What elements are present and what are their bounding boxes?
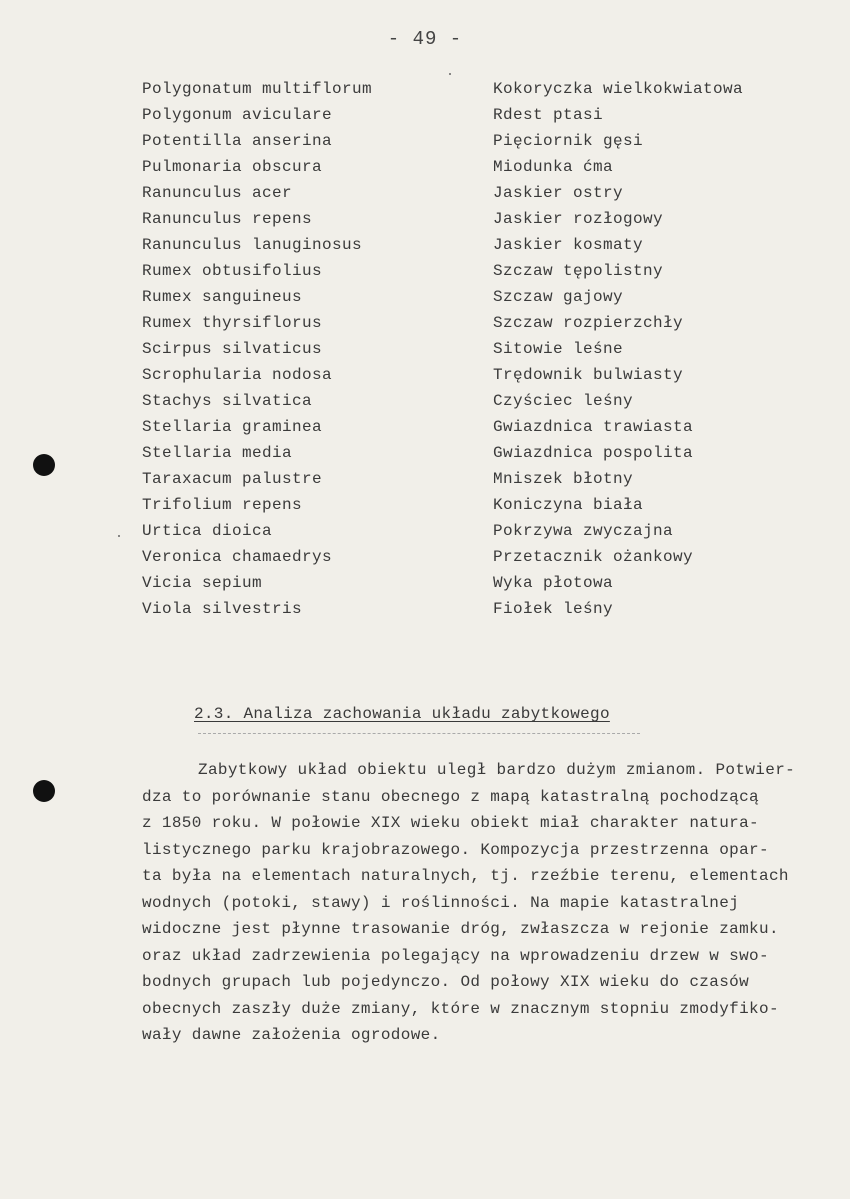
polish-name: Fiołek leśny xyxy=(493,600,614,618)
plant-row xyxy=(0,522,850,548)
polish-name: Gwiazdnica pospolita xyxy=(493,444,694,462)
plant-row xyxy=(0,80,850,106)
plant-row xyxy=(0,340,850,366)
paragraph-line: listycznego parku krajobrazowego. Kompozycja przestrzenna opar- xyxy=(142,840,769,859)
polish-name: Kokoryczka wielkokwiatowa xyxy=(493,80,744,98)
polish-name: Miodunka ćma xyxy=(493,158,614,176)
latin-name: Polygonatum multiflorum xyxy=(142,80,373,98)
latin-name: Veronica chamaedrys xyxy=(142,548,333,566)
latin-name: Rumex obtusifolius xyxy=(142,262,323,280)
paragraph-line: wały dawne założenia ogrodowe. xyxy=(142,1026,441,1044)
paragraph-line: widoczne jest płynne trasowanie dróg, zwłaszcza w rejonie zamku. xyxy=(142,920,779,938)
polish-name: Pięciornik gęsi xyxy=(493,132,644,150)
plant-row xyxy=(0,184,850,210)
plant-row xyxy=(0,106,850,132)
punch-hole-bottom xyxy=(33,780,55,802)
polish-name: Jaskier kosmaty xyxy=(493,236,644,254)
polish-name: Szczaw rozpierzchły xyxy=(493,314,684,332)
latin-name: Vicia sepium xyxy=(142,574,263,592)
latin-name: Urtica dioica xyxy=(142,522,273,540)
latin-name: Potentilla anserina xyxy=(142,132,333,150)
plant-row xyxy=(0,418,850,444)
plant-row xyxy=(0,288,850,314)
polish-name: Pokrzywa zwyczajna xyxy=(493,522,674,540)
paragraph-line: ta była na elementach naturalnych, tj. rzeźbie terenu, elementach xyxy=(142,867,789,885)
polish-name: Przetacznik ożankowy xyxy=(493,548,694,566)
latin-name: Stachys silvatica xyxy=(142,392,313,410)
heading-dashed-rule xyxy=(198,733,640,734)
paragraph-line: Zabytkowy układ obiektu uległ bardzo dużym zmianom. Potwier- xyxy=(198,761,796,779)
plant-species-list xyxy=(0,80,850,626)
plant-row xyxy=(0,236,850,262)
polish-name: Rdest ptasi xyxy=(493,106,604,124)
plant-row xyxy=(0,314,850,340)
paragraph-line: dza to porównanie stanu obecnego z mapą katastralną pochodzącą xyxy=(142,787,759,806)
polish-name: Jaskier ostry xyxy=(493,184,624,202)
latin-name: Trifolium repens xyxy=(142,496,303,514)
paragraph-line: wodnych (potoki, stawy) i roślinności. Na mapie katastralnej xyxy=(142,893,740,912)
polish-name: Trędownik bulwiasty xyxy=(493,366,684,384)
plant-row xyxy=(0,132,850,158)
plant-row xyxy=(0,470,850,496)
plant-row xyxy=(0,548,850,574)
speck xyxy=(449,73,451,75)
plant-row xyxy=(0,496,850,522)
latin-name: Scrophularia nodosa xyxy=(142,366,333,384)
plant-row xyxy=(0,366,850,392)
section-heading: 2.3. Analiza zachowania układu zabytkowego xyxy=(194,705,610,723)
polish-name: Koniczyna biała xyxy=(493,496,644,514)
polish-name: Czyściec leśny xyxy=(493,392,634,410)
paragraph-line: obecnych zaszły duże zmiany, które w znacznym stopniu zmodyfiko- xyxy=(142,999,779,1018)
latin-name: Viola silvestris xyxy=(142,600,303,618)
plant-row xyxy=(0,210,850,236)
polish-name: Szczaw gajowy xyxy=(493,288,624,306)
plant-row xyxy=(0,444,850,470)
latin-name: Stellaria media xyxy=(142,444,293,462)
plant-row xyxy=(0,574,850,600)
latin-name: Ranunculus repens xyxy=(142,210,313,228)
paragraph-line: bodnych grupach lub pojedynczo. Od połowy XIX wieku do czasów xyxy=(142,973,750,991)
plant-row xyxy=(0,158,850,184)
page-number: - 49 - xyxy=(387,28,463,50)
latin-name: Taraxacum palustre xyxy=(142,470,323,488)
polish-name: Jaskier rozłogowy xyxy=(493,210,664,228)
polish-name: Sitowie leśne xyxy=(493,340,624,358)
latin-name: Polygonum aviculare xyxy=(142,106,333,124)
polish-name: Szczaw tępolistny xyxy=(493,262,664,280)
latin-name: Rumex thyrsiflorus xyxy=(142,314,323,332)
plant-row xyxy=(0,600,850,626)
latin-name: Stellaria graminea xyxy=(142,418,323,436)
plant-row xyxy=(0,392,850,418)
latin-name: Ranunculus acer xyxy=(142,184,293,202)
latin-name: Rumex sanguineus xyxy=(142,288,303,306)
paragraph-line: z 1850 roku. W połowie XIX wieku obiekt miał charakter natura- xyxy=(142,814,759,832)
latin-name: Scirpus silvaticus xyxy=(142,340,323,358)
polish-name: Wyka płotowa xyxy=(493,574,614,592)
latin-name: Ranunculus lanuginosus xyxy=(142,236,363,254)
polish-name: Gwiazdnica trawiasta xyxy=(493,418,694,436)
paragraph-line: oraz układ zadrzewienia polegający na wprowadzeniu drzew w swo- xyxy=(142,946,769,965)
polish-name: Mniszek błotny xyxy=(493,470,634,488)
plant-row xyxy=(0,262,850,288)
latin-name: Pulmonaria obscura xyxy=(142,158,323,176)
